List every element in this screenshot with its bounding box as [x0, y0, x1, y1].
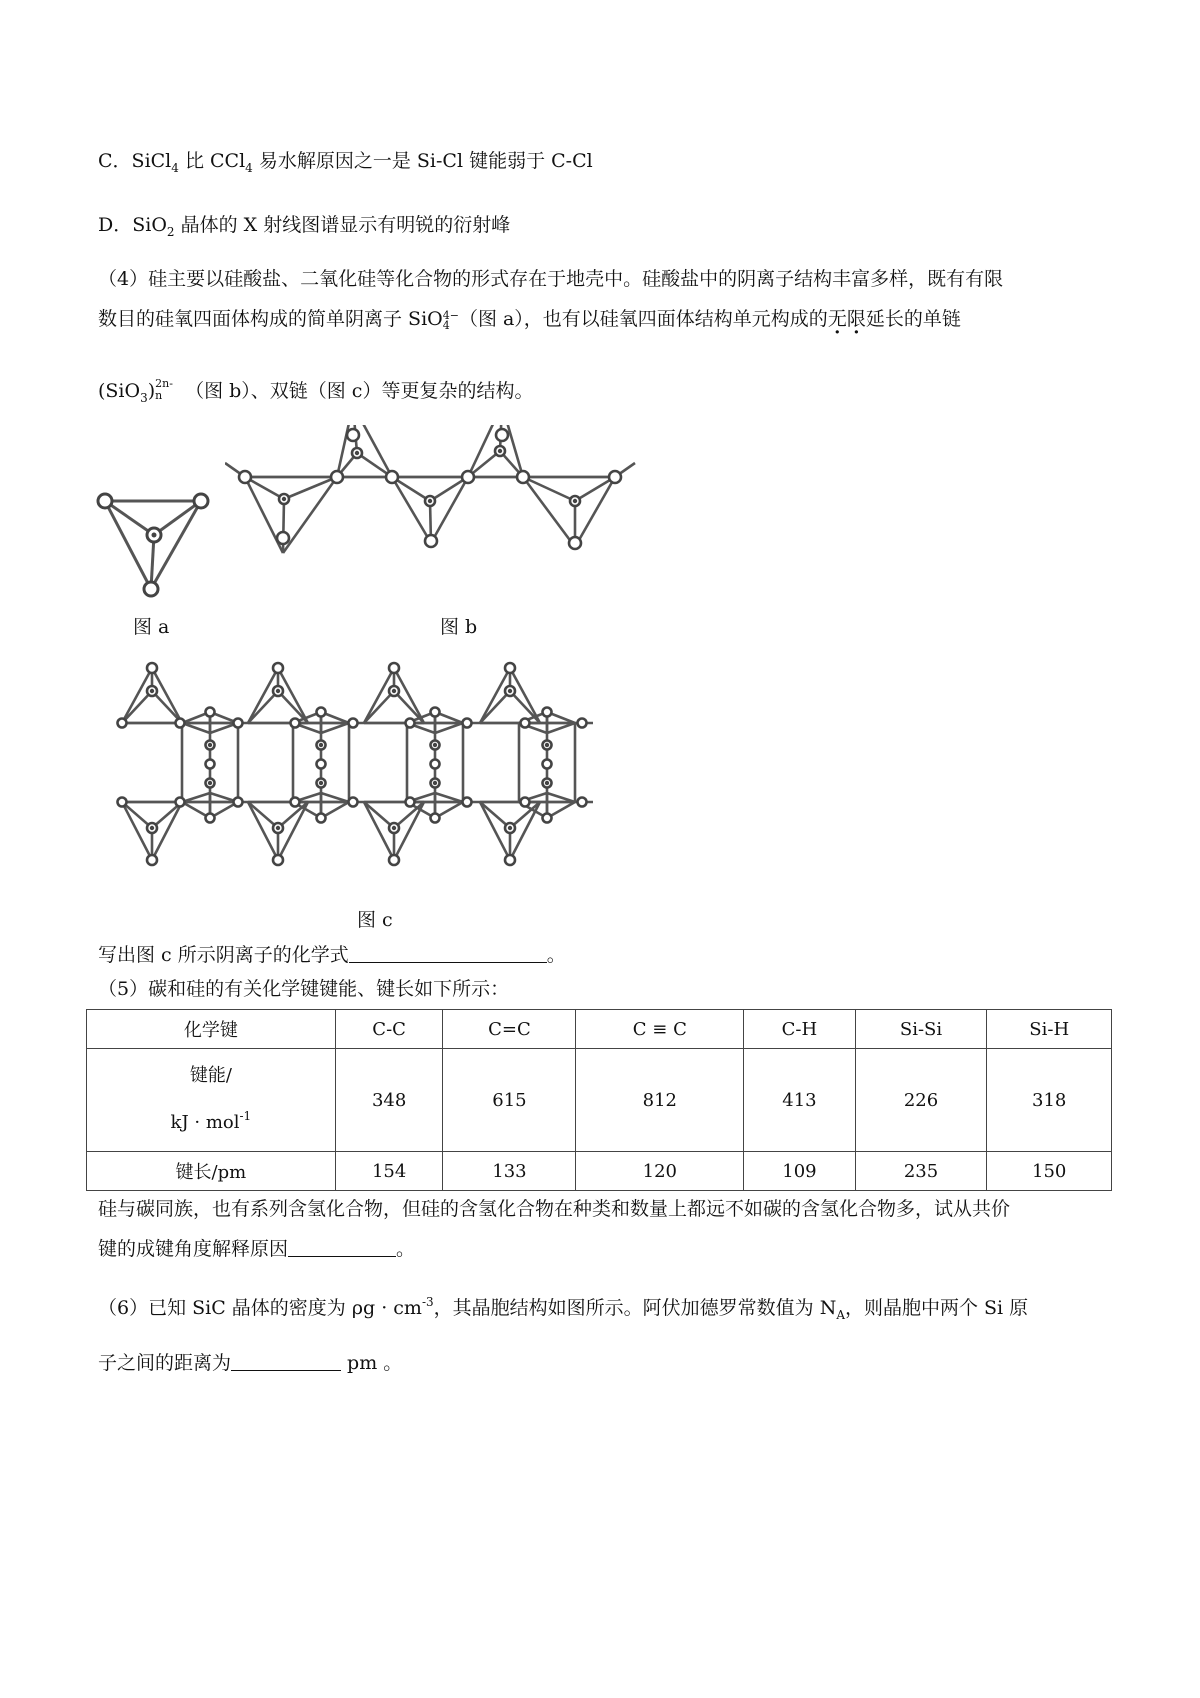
- oxygen-atom: [234, 798, 243, 807]
- oxygen-atom: [431, 814, 440, 823]
- silicon-dot: [433, 743, 437, 747]
- silicon-dot: [392, 826, 396, 830]
- oxygen-atom: [386, 471, 398, 483]
- oxygen-atom: [118, 719, 127, 728]
- silicon-dot: [433, 781, 437, 785]
- oxygen-atom: [406, 798, 415, 807]
- table-row-energy: 键能/ kJ · mol$^{-1}$ 348 615 812 413 226 318: [87, 1049, 1112, 1152]
- oxygen-atom: [521, 798, 530, 807]
- oxygen-atom: [273, 663, 283, 673]
- energy-label: 键能/ kJ · mol$^{-1}$: [87, 1049, 336, 1152]
- oxygen-atom: [425, 535, 437, 547]
- oxygen-atom: [317, 708, 326, 717]
- oxygen-atom: [389, 855, 399, 865]
- silicon-dot: [355, 451, 359, 455]
- table-row-length: 键长/pm 154 133 120 109 235 150: [87, 1152, 1112, 1191]
- oxygen-atom: [349, 719, 358, 728]
- oxygen-atom: [462, 471, 474, 483]
- q5-line-2: 键的成键角度解释原因 。: [98, 1238, 416, 1260]
- silicon-dot: [392, 689, 396, 693]
- figure-b-single-chain: [225, 425, 705, 605]
- silicon-dot: [545, 781, 549, 785]
- oxygen-atom: [543, 760, 552, 769]
- oxygen-atom: [234, 719, 243, 728]
- oxygen-atom: [543, 814, 552, 823]
- silicon-dot: [508, 689, 512, 693]
- figure-a-tetrahedron: [95, 455, 215, 605]
- silicon-dot: [573, 499, 577, 503]
- oxygen-atom: [317, 760, 326, 769]
- oxygen-atom: [609, 471, 621, 483]
- q5-intro: （5）碳和硅的有关化学键键能、键长如下所示：: [98, 978, 510, 1000]
- oxygen-atom: [578, 719, 587, 728]
- oxygen-atom: [206, 760, 215, 769]
- silicon-dot: [282, 497, 286, 501]
- oxygen-atom: [349, 798, 358, 807]
- oxygen-atom: [239, 471, 251, 483]
- oxygen-atom: [496, 429, 508, 441]
- silicon-dot: [498, 449, 502, 453]
- bond-data-table: [86, 1009, 1112, 1191]
- answer-blank[interactable]: [288, 1238, 396, 1257]
- answer-blank[interactable]: [231, 1352, 341, 1371]
- oxygen-atom: [578, 798, 587, 807]
- silicon-dot: [208, 781, 212, 785]
- silicon-dot: [319, 781, 323, 785]
- oxygen-atom: [176, 719, 185, 728]
- option-c: C．SiCl$_4$ 比 CCl$_4$ 易水解原因之一是 Si-Cl 键能弱于 C-Cl: [98, 150, 593, 175]
- oxygen-atom: [206, 708, 215, 717]
- oxygen-atom: [463, 719, 472, 728]
- caption-figure-b: 图 b: [440, 616, 478, 638]
- silicon-dot: [276, 826, 280, 830]
- oxygen-atom: [291, 719, 300, 728]
- caption-figure-a: 图 a: [133, 616, 170, 638]
- silicon-dot: [150, 689, 154, 693]
- answer-blank[interactable]: [349, 944, 547, 963]
- oxygen-atom: [517, 471, 529, 483]
- caption-figure-c: 图 c: [357, 909, 393, 931]
- oxygen-atom: [291, 798, 300, 807]
- oxygen-atom: [406, 719, 415, 728]
- q6-line-2: 子之间的距离为 pm 。: [98, 1352, 403, 1374]
- oxygen-atom: [273, 855, 283, 865]
- oxygen-atom: [147, 663, 157, 673]
- oxygen-atom: [521, 719, 530, 728]
- oxygen-atom: [206, 814, 215, 823]
- oxygen-atom: [147, 855, 157, 865]
- q4-line-1: （4）硅主要以硅酸盐、二氧化硅等化合物的形式存在于地壳中。硅酸盐中的阴离子结构丰富多样，既有有限: [98, 268, 1004, 290]
- oxygen-atom: [431, 708, 440, 717]
- oxygen-atom: [317, 814, 326, 823]
- silicon-dot: [208, 743, 212, 747]
- silicon-dot: [428, 499, 432, 503]
- silicon-dot: [150, 826, 154, 830]
- oxygen-atom: [389, 663, 399, 673]
- silicon-dot: [508, 826, 512, 830]
- q6-line-1: （6）已知 SiC 晶体的密度为 $\rho g \cdot cm^{-3}$，其晶胞结构如图所示。阿伏加德罗常数值为 $N_A$，则晶胞中两个 Si 原: [98, 1295, 1029, 1322]
- oxygen-atom: [118, 798, 127, 807]
- oxygen-atom: [543, 708, 552, 717]
- q4-line-3: (SiO$_3$) 2n- n （图 b）、双链（图 c）等更复杂的结构。: [98, 377, 534, 405]
- oxygen-atom: [505, 663, 515, 673]
- silicon-dot: [545, 743, 549, 747]
- emphasis-char: 无: [827, 308, 847, 330]
- q4-question: 写出图 c 所示阴离子的化学式 。: [98, 944, 566, 966]
- oxygen-atom: [431, 760, 440, 769]
- oxygen-atom: [463, 798, 472, 807]
- oxygen-atom: [347, 429, 359, 441]
- oxygen-atom: [569, 537, 581, 549]
- oxygen-atom: [176, 798, 185, 807]
- option-d: D．SiO$_2$ 晶体的 X 射线图谱显示有明锐的衍射峰: [98, 214, 511, 239]
- silicon-dot: [276, 689, 280, 693]
- table-header-row: 化学键 C-C C=C C ≡ C C-H Si-Si Si-H: [87, 1010, 1112, 1049]
- q4-line-2: 数目的硅氧四面体构成的简单阴离子 SiO 4− 4 （图 a），也有以硅氧四面体结构单元构成的无限延长的单链: [98, 308, 961, 332]
- oxygen-atom: [505, 855, 515, 865]
- silicon-dot: [319, 743, 323, 747]
- figure-c-double-chain: [115, 650, 645, 900]
- emphasis-char: 限: [846, 308, 866, 330]
- q5-line-1: 硅与碳同族，也有系列含氢化合物，但硅的含氢化合物在种类和数量上都远不如碳的含氢化合物多，试从共价: [98, 1198, 1011, 1220]
- oxygen-atom: [331, 471, 343, 483]
- oxygen-atom: [277, 532, 289, 544]
